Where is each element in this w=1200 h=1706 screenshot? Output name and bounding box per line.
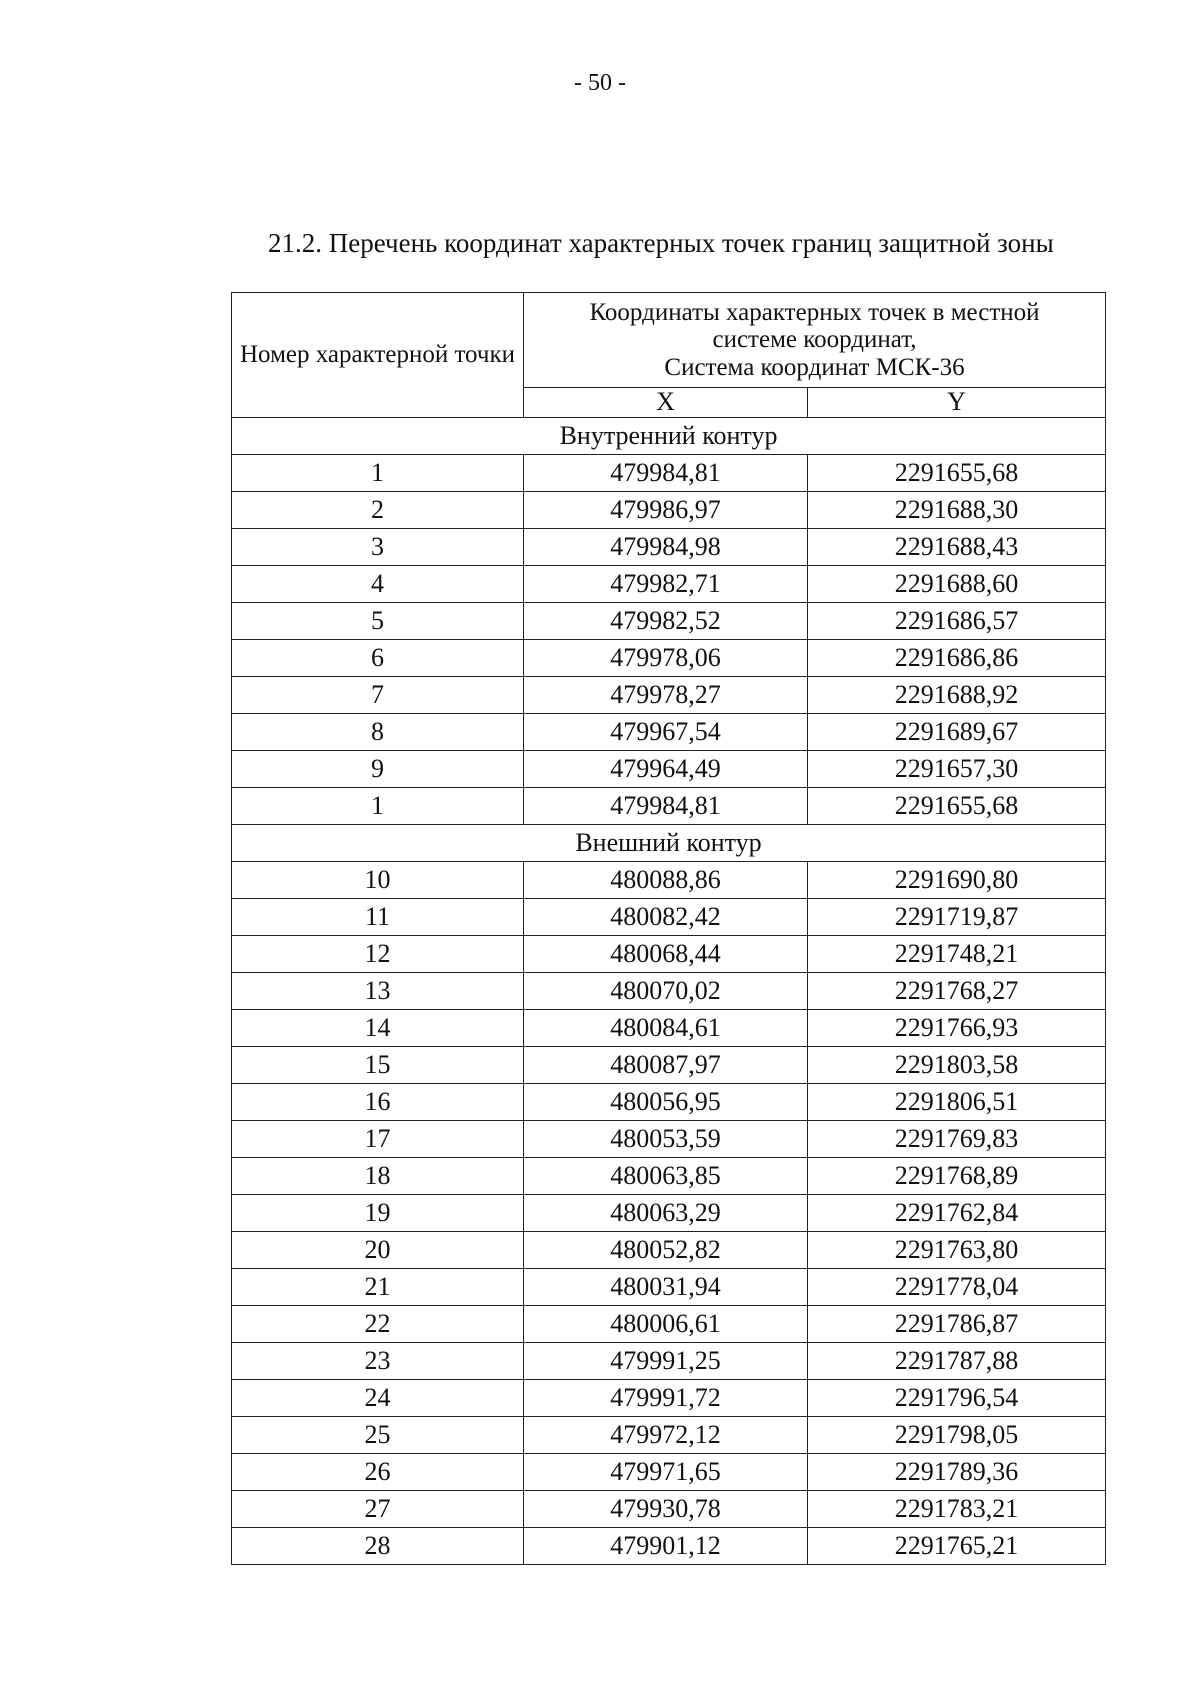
y-coordinate-cell: 2291803,58 — [808, 1047, 1106, 1084]
y-coordinate-cell: 2291796,54 — [808, 1380, 1106, 1417]
y-coordinate-cell: 2291787,88 — [808, 1343, 1106, 1380]
table-row — [232, 455, 1106, 492]
y-coordinate-cell: 2291688,60 — [808, 566, 1106, 603]
table-row — [232, 1121, 1106, 1158]
y-coordinate-cell: 2291768,27 — [808, 973, 1106, 1010]
point-number-cell: 16 — [232, 1084, 524, 1121]
x-coordinate-cell: 480031,94 — [524, 1269, 808, 1306]
point-number-cell: 2 — [232, 492, 524, 529]
y-coordinate-cell: 2291769,83 — [808, 1121, 1106, 1158]
x-coordinate-cell: 479982,71 — [524, 566, 808, 603]
table-row — [232, 1195, 1106, 1232]
x-coordinate-cell: 480088,86 — [524, 862, 808, 899]
x-coordinate-cell: 479930,78 — [524, 1491, 808, 1528]
y-coordinate-cell: 2291655,68 — [808, 788, 1106, 825]
y-coordinate-cell: 2291748,21 — [808, 936, 1106, 973]
y-coordinate-cell: 2291766,93 — [808, 1010, 1106, 1047]
y-coordinate-cell: 2291688,92 — [808, 677, 1106, 714]
y-coordinate-cell: 2291688,43 — [808, 529, 1106, 566]
table-row — [232, 1417, 1106, 1454]
point-number-cell: 18 — [232, 1158, 524, 1195]
point-number-cell: 22 — [232, 1306, 524, 1343]
point-number-cell: 5 — [232, 603, 524, 640]
table-row — [232, 1528, 1106, 1565]
table-row — [232, 1010, 1106, 1047]
y-coordinate-cell: 2291686,57 — [808, 603, 1106, 640]
y-coordinate-cell: 2291783,21 — [808, 1491, 1106, 1528]
x-coordinate-cell: 479984,81 — [524, 788, 808, 825]
x-coordinate-cell: 479991,72 — [524, 1380, 808, 1417]
x-coordinate-cell: 479978,06 — [524, 640, 808, 677]
table-row — [232, 751, 1106, 788]
point-number-cell: 13 — [232, 973, 524, 1010]
point-number-cell: 10 — [232, 862, 524, 899]
y-column-header: Y — [808, 388, 1106, 418]
x-coordinate-cell: 479901,12 — [524, 1528, 808, 1565]
table-row — [232, 640, 1106, 677]
table-row — [232, 899, 1106, 936]
x-coordinate-cell: 479982,52 — [524, 603, 808, 640]
point-number-cell: 21 — [232, 1269, 524, 1306]
point-number-cell: 28 — [232, 1528, 524, 1565]
table-row — [232, 1232, 1106, 1269]
point-number-cell: 15 — [232, 1047, 524, 1084]
point-number-cell: 25 — [232, 1417, 524, 1454]
table-row — [232, 1084, 1106, 1121]
point-number-cell: 3 — [232, 529, 524, 566]
y-coordinate-cell: 2291719,87 — [808, 899, 1106, 936]
point-number-cell: 1 — [232, 788, 524, 825]
table-row — [232, 677, 1106, 714]
table-row — [232, 862, 1106, 899]
y-coordinate-cell: 2291690,80 — [808, 862, 1106, 899]
x-coordinate-cell: 479967,54 — [524, 714, 808, 751]
point-number-cell: 1 — [232, 455, 524, 492]
x-coordinate-cell: 479986,97 — [524, 492, 808, 529]
table-row — [232, 1158, 1106, 1195]
table-row — [232, 936, 1106, 973]
table-row — [232, 1343, 1106, 1380]
coordinates-header-line-3: Система координат МСК-36 — [664, 353, 965, 381]
point-number-cell: 8 — [232, 714, 524, 751]
x-coordinate-cell: 480006,61 — [524, 1306, 808, 1343]
y-coordinate-cell: 2291786,87 — [808, 1306, 1106, 1343]
table-row — [232, 1269, 1106, 1306]
point-number-cell: 20 — [232, 1232, 524, 1269]
x-coordinate-cell: 480087,97 — [524, 1047, 808, 1084]
x-coordinate-cell: 480070,02 — [524, 973, 808, 1010]
table-row — [232, 1306, 1106, 1343]
x-coordinate-cell: 480068,44 — [524, 936, 808, 973]
point-number-cell: 27 — [232, 1491, 524, 1528]
table-row — [232, 788, 1106, 825]
y-coordinate-cell: 2291686,86 — [808, 640, 1106, 677]
y-coordinate-cell: 2291806,51 — [808, 1084, 1106, 1121]
page-number: - 50 - — [574, 70, 626, 96]
table-row — [232, 529, 1106, 566]
table-body — [232, 418, 1106, 1565]
x-coordinate-cell: 479984,81 — [524, 455, 808, 492]
point-number-cell: 6 — [232, 640, 524, 677]
y-coordinate-cell: 2291798,05 — [808, 1417, 1106, 1454]
coordinates-table — [231, 292, 1106, 1565]
coordinates-header-line-2: системе координат, — [712, 326, 917, 354]
point-number-cell: 19 — [232, 1195, 524, 1232]
y-coordinate-cell: 2291762,84 — [808, 1195, 1106, 1232]
table-row — [232, 1047, 1106, 1084]
point-number-cell: 24 — [232, 1380, 524, 1417]
y-coordinate-cell: 2291778,04 — [808, 1269, 1106, 1306]
coordinates-header-line-1: Координаты характерных точек в местной — [589, 298, 1040, 326]
x-coordinate-cell: 479972,12 — [524, 1417, 808, 1454]
x-coordinate-cell: 480056,95 — [524, 1084, 808, 1121]
table-header — [232, 293, 1106, 418]
point-number-cell: 9 — [232, 751, 524, 788]
point-number-cell: 14 — [232, 1010, 524, 1047]
page-heading: 21.2. Перечень координат характерных точек границ защитной зоны — [268, 228, 1054, 258]
x-column-header: X — [524, 388, 808, 418]
point-number-cell: 23 — [232, 1343, 524, 1380]
point-number-cell: 11 — [232, 899, 524, 936]
point-number-header: Номер характерной точки — [232, 293, 524, 418]
x-coordinate-cell: 480082,42 — [524, 899, 808, 936]
table-row — [232, 714, 1106, 751]
table-row — [232, 1491, 1106, 1528]
section-title: Внешний контур — [232, 825, 1106, 862]
x-coordinate-cell: 480063,29 — [524, 1195, 808, 1232]
point-number-cell: 4 — [232, 566, 524, 603]
x-coordinate-cell: 479971,65 — [524, 1454, 808, 1491]
point-number-cell: 17 — [232, 1121, 524, 1158]
y-coordinate-cell: 2291789,36 — [808, 1454, 1106, 1491]
table-row — [232, 1380, 1106, 1417]
section-header-row — [232, 825, 1106, 862]
y-coordinate-cell: 2291655,68 — [808, 455, 1106, 492]
table-row — [232, 1454, 1106, 1491]
x-coordinate-cell: 480052,82 — [524, 1232, 808, 1269]
y-coordinate-cell: 2291657,30 — [808, 751, 1106, 788]
x-coordinate-cell: 480053,59 — [524, 1121, 808, 1158]
y-coordinate-cell: 2291765,21 — [808, 1528, 1106, 1565]
x-coordinate-cell: 480063,85 — [524, 1158, 808, 1195]
x-coordinate-cell: 479984,98 — [524, 529, 808, 566]
x-coordinate-cell: 479978,27 — [524, 677, 808, 714]
y-coordinate-cell: 2291688,30 — [808, 492, 1106, 529]
table-row — [232, 973, 1106, 1010]
point-number-cell: 26 — [232, 1454, 524, 1491]
coordinates-header — [524, 293, 1106, 388]
section-header-row — [232, 418, 1106, 455]
section-title: Внутренний контур — [232, 418, 1106, 455]
table-row — [232, 492, 1106, 529]
table-row — [232, 603, 1106, 640]
y-coordinate-cell: 2291768,89 — [808, 1158, 1106, 1195]
table-row — [232, 566, 1106, 603]
x-coordinate-cell: 479964,49 — [524, 751, 808, 788]
y-coordinate-cell: 2291689,67 — [808, 714, 1106, 751]
y-coordinate-cell: 2291763,80 — [808, 1232, 1106, 1269]
point-number-cell: 12 — [232, 936, 524, 973]
x-coordinate-cell: 479991,25 — [524, 1343, 808, 1380]
point-number-cell: 7 — [232, 677, 524, 714]
x-coordinate-cell: 480084,61 — [524, 1010, 808, 1047]
